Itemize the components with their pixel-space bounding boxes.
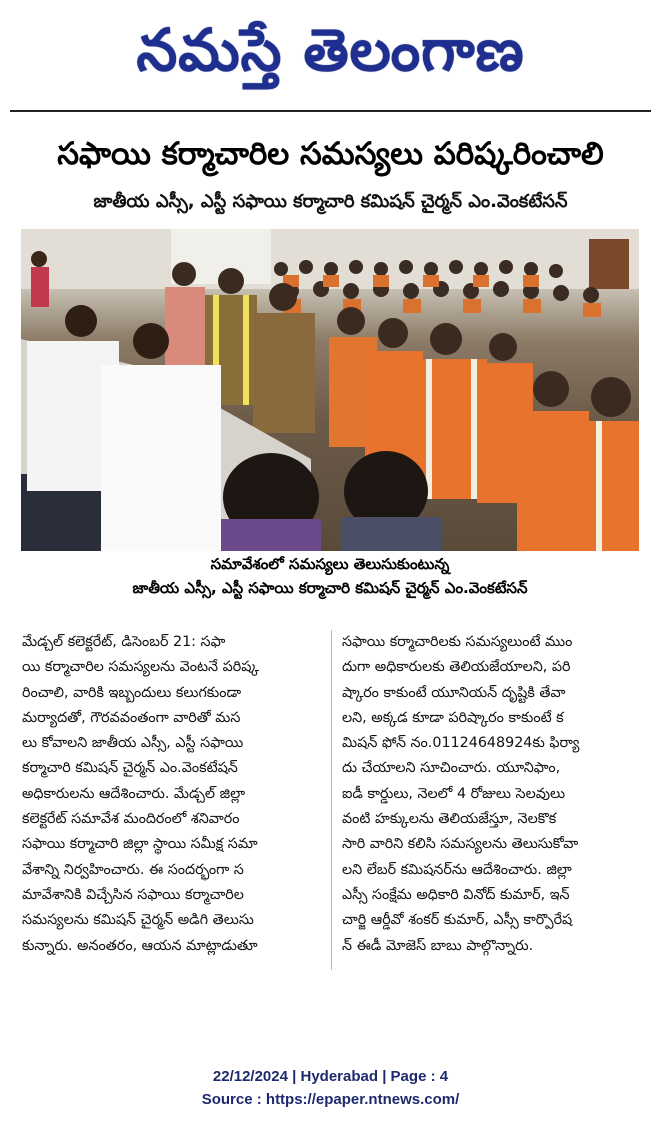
body-line: లు కోవాలని జాతీయ ఎస్సీ, ఎస్టీ సఫాయి — [22, 735, 244, 752]
body-line: కలెక్టరేట్ సమావేశ మందిరంలో శనివారం — [22, 811, 240, 828]
meeting-photo-illustration — [21, 229, 639, 551]
article-body-left-column — [22, 630, 322, 959]
body-line: వంటి హక్కులను తెలియజేస్తూ, నెలకొక — [342, 811, 557, 828]
footer-dateline: 22/12/2024 | Hyderabad | Page : 4 — [212, 1068, 449, 1085]
headline-rule — [10, 110, 651, 112]
article-headline: సఫాయి కర్మాచారిల సమస్యలు పరిష్కరించాలి — [57, 136, 604, 172]
body-line: కున్నారు. అనంతరం, ఆయన మాట్లాడుతూ — [22, 937, 258, 954]
body-line: మర్యాదతో, గౌరవవంతంగా వారితో మస — [22, 709, 241, 726]
body-line: దుగా అధికారులకు తెలియజేయాలని, పరి — [342, 659, 571, 676]
body-line: న్ ఈడీ మోజెస్ బాబు పాల్గొన్నారు. — [342, 937, 534, 954]
body-line: మిషన్ ఫోన్ నం.01124648924కు ఫిర్యా — [342, 735, 580, 752]
column-divider — [331, 630, 332, 970]
article-photo — [21, 229, 639, 551]
footer-source-link[interactable]: Source : https://epaper.ntnews.com/ — [201, 1091, 460, 1108]
masthead — [0, 0, 661, 100]
body-line: వేశాన్ని నిర్వహించారు. ఈ సందర్భంగా స — [22, 861, 244, 878]
article-subheadline: జాతీయ ఎస్సీ, ఎస్టీ సఫాయి కర్మాచారి కమిషన్ చైర్మన్ ఎం.వెంకటేసన్ — [93, 191, 568, 212]
body-line: సమస్యలను కమిషన్ చైర్మన్ అడిగి తెలుసు — [22, 912, 254, 929]
body-line: కర్మాచారి కమిషన్ చైర్మన్ ఎం.వెంకటేషన్ — [22, 760, 238, 777]
body-line: మావేశానికి విచ్చేసిన సఫాయి కర్మాచారిల — [22, 886, 244, 903]
body-line: ఐడీ కార్డులు, నెలలో 4 రోజులు సెలవులు — [342, 785, 566, 802]
body-line: అధికారులను ఆదేశించారు. మేడ్చల్ జిల్లా — [22, 785, 246, 802]
body-line: మేడ్చల్ కలెక్టరేట్, డిసెంబర్ 21: సఫా — [22, 634, 226, 650]
caption-line: జాతీయ ఎస్సీ, ఎస్టీ సఫాయి కర్మాచారి కమిషన్ చైర్మన్ ఎం.వెంకటేసన్ — [132, 579, 528, 597]
body-line: సఫాయి కర్మాచారిలకు సమస్యలుంటే ముం — [342, 634, 573, 650]
body-line: సఫాయి కర్మాచారి జిల్లా స్థాయి సమీక్ష సమా — [22, 836, 258, 853]
body-line: రించాలి, వారికి ఇబ్బందులు కలుగకుండా — [22, 684, 242, 701]
body-line: యి కర్మాచారిల సమస్యలను వెంటనే పరిష్క — [22, 659, 260, 676]
body-line: ష్కారం కాకుంటే యూనియన్ దృష్టికి తేవా — [342, 684, 566, 701]
body-line: సారి వారిని కలిసి సమస్యలను తెలుసుకోవా — [342, 836, 579, 853]
page-footer — [0, 1065, 661, 1111]
body-line: ఎస్సీ సంక్షేమ అధికారి వినోద్ కుమార్, ఇన్ — [342, 886, 570, 903]
body-line: దు చేయాలని సూచించారు. యూనిఫాం, — [342, 760, 561, 777]
body-line: లని, అక్కడ కూడా పరిష్కారం కాకుంటే క — [342, 709, 564, 726]
body-line: లని లేబర్ కమిషనర్‌ను ఆదేశించారు. జిల్లా — [342, 861, 572, 878]
caption-line: సమావేశంలో సమస్యలు తెలుసుకుంటున్న — [210, 555, 450, 573]
article-body-right-column — [342, 630, 642, 959]
photo-caption — [21, 552, 639, 600]
body-line: చార్జి ఆర్డీవో శంకర్ కుమార్, ఎస్సీ కార్పొరేష — [342, 912, 573, 929]
newspaper-name: నమస్తే తెలంగాణ — [136, 16, 525, 84]
